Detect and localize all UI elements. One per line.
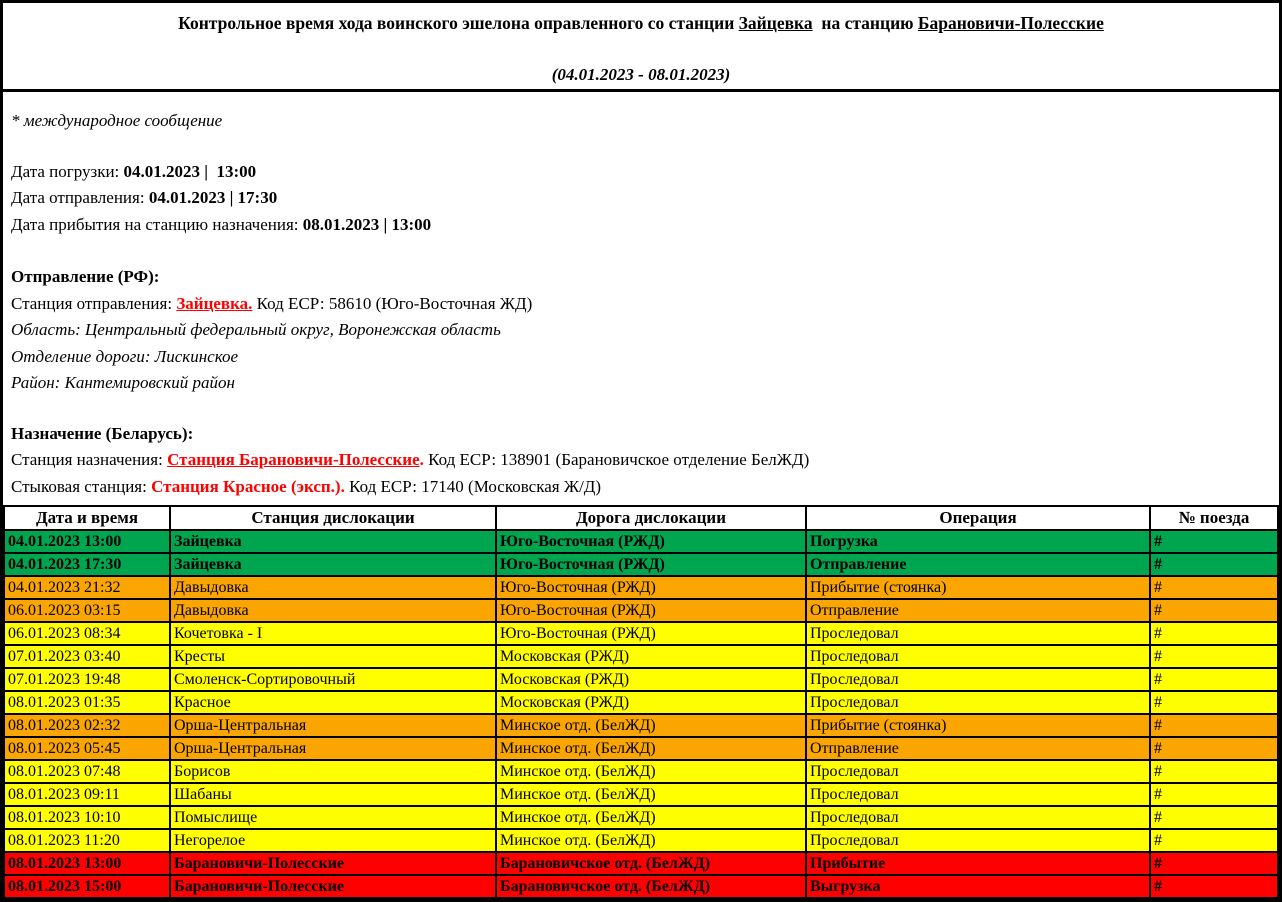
cell-train: #	[1150, 599, 1278, 622]
departure-heading: Отправление (РФ):	[11, 267, 160, 286]
junction-station-code: Код ЕСР: 17140 (Московская Ж/Д)	[344, 476, 602, 496]
cell-operation: Проследовал	[806, 691, 1150, 714]
cell-road: Юго-Восточная (РЖД)	[496, 576, 806, 599]
cell-datetime: 08.01.2023 09:11	[4, 783, 170, 806]
cell-operation: Проследовал	[806, 829, 1150, 852]
cell-road: Минское отд. (БелЖД)	[496, 829, 806, 852]
cell-station: Помыслище	[170, 806, 496, 829]
departure-date-label: Дата отправления:	[11, 188, 149, 207]
cell-datetime: 07.01.2023 19:48	[4, 668, 170, 691]
cell-road: Минское отд. (БелЖД)	[496, 760, 806, 783]
cell-road: Минское отд. (БелЖД)	[496, 714, 806, 737]
title-destination-station: Барановичи-Полесские	[917, 13, 1104, 33]
destination-station-line	[11, 447, 1271, 474]
title-text: Контрольное время хода воинского эшелона оправленного со станции	[178, 13, 739, 33]
cell-train: #	[1150, 852, 1278, 875]
cell-station: Кочетовка - I	[170, 622, 496, 645]
title-text: на станцию	[812, 13, 918, 33]
column-header: Дата и время	[4, 506, 170, 530]
cell-road: Московская (РЖД)	[496, 691, 806, 714]
cell-datetime: 04.01.2023 21:32	[4, 576, 170, 599]
route-table	[3, 505, 1279, 899]
departure-date-value: 04.01.2023 | 17:30	[148, 188, 278, 207]
cell-datetime: 08.01.2023 15:00	[4, 875, 170, 898]
departure-station-label: Станция отправления:	[11, 293, 177, 313]
cell-road: Минское отд. (БелЖД)	[496, 737, 806, 760]
table-body	[4, 530, 1278, 898]
cell-operation: Выгрузка	[806, 875, 1150, 898]
cell-operation: Прибытие (стоянка)	[806, 576, 1150, 599]
destination-station-link[interactable]: Станция Барановичи-Полесские	[167, 450, 420, 469]
table-row	[4, 691, 1278, 714]
departure-district-line: Район: Кантемировский район	[11, 373, 235, 392]
cell-train: #	[1150, 691, 1278, 714]
table-row	[4, 530, 1278, 553]
cell-operation: Отправление	[806, 599, 1150, 622]
cell-station: Борисов	[170, 760, 496, 783]
cell-datetime: 08.01.2023 01:35	[4, 691, 170, 714]
destination-station-code: Код ЕСР: 138901 (Барановичское отделение БелЖД)	[423, 450, 810, 469]
cell-datetime: 08.01.2023 07:48	[4, 760, 170, 783]
cell-station: Орша-Центральная	[170, 714, 496, 737]
document-title	[13, 12, 1269, 34]
cell-train: #	[1150, 622, 1278, 645]
table-row	[4, 668, 1278, 691]
cell-datetime: 04.01.2023 17:30	[4, 553, 170, 576]
table-row	[4, 875, 1278, 898]
cell-operation: Проследовал	[806, 668, 1150, 691]
cell-datetime: 07.01.2023 03:40	[4, 645, 170, 668]
document-date-range: (04.01.2023 - 08.01.2023)	[551, 65, 731, 84]
cell-road: Юго-Восточная (РЖД)	[496, 530, 806, 553]
arrival-date-value: 08.01.2023 | 13:00	[302, 214, 432, 234]
cell-station: Красное	[170, 691, 496, 714]
cell-road: Юго-Восточная (РЖД)	[496, 622, 806, 645]
cell-operation: Проследовал	[806, 760, 1150, 783]
junction-station-line	[11, 474, 1271, 501]
column-header: № поезда	[1150, 506, 1278, 530]
table-row	[4, 622, 1278, 645]
cell-road: Барановичское отд. (БелЖД)	[496, 852, 806, 875]
arrival-date-label: Дата прибытия на станцию назначения:	[11, 214, 303, 234]
cell-train: #	[1150, 829, 1278, 852]
cell-train: #	[1150, 760, 1278, 783]
cell-train: #	[1150, 783, 1278, 806]
title-block	[3, 3, 1279, 92]
junction-station-name: Станция Красное (эксп.).	[151, 476, 345, 496]
cell-train: #	[1150, 737, 1278, 760]
cell-train: #	[1150, 645, 1278, 668]
cell-datetime: 08.01.2023 10:10	[4, 806, 170, 829]
destination-heading: Назначение (Беларусь):	[11, 423, 194, 443]
cell-operation: Погрузка	[806, 530, 1150, 553]
cell-station: Барановичи-Полесские	[170, 875, 496, 898]
loading-date-line	[11, 159, 1271, 186]
cell-operation: Прибытие	[806, 852, 1150, 875]
cell-datetime: 08.01.2023 13:00	[4, 852, 170, 875]
departure-division-line: Отделение дороги: Лискинское	[11, 346, 239, 366]
cell-road: Московская (РЖД)	[496, 668, 806, 691]
destination-section	[11, 421, 1271, 501]
cell-train: #	[1150, 806, 1278, 829]
cell-station: Давыдовка	[170, 599, 496, 622]
cell-train: #	[1150, 530, 1278, 553]
departure-station-code: Код ЕСР: 58610 (Юго-Восточная ЖД)	[252, 293, 533, 313]
body-block	[3, 92, 1279, 505]
international-note: * международное сообщение	[11, 111, 223, 130]
cell-station: Барановичи-Полесские	[170, 852, 496, 875]
cell-station: Кресты	[170, 645, 496, 668]
table-row	[4, 737, 1278, 760]
cell-operation: Проследовал	[806, 645, 1150, 668]
destination-station-period: .	[419, 450, 424, 469]
cell-operation: Проследовал	[806, 622, 1150, 645]
cell-road: Юго-Восточная (РЖД)	[496, 553, 806, 576]
cell-datetime: 08.01.2023 05:45	[4, 737, 170, 760]
cell-road: Минское отд. (БелЖД)	[496, 783, 806, 806]
cell-station: Негорелое	[170, 829, 496, 852]
table-row	[4, 553, 1278, 576]
cell-road: Минское отд. (БелЖД)	[496, 806, 806, 829]
cell-operation: Проследовал	[806, 806, 1150, 829]
cell-operation: Прибытие (стоянка)	[806, 714, 1150, 737]
cell-train: #	[1150, 875, 1278, 898]
cell-train: #	[1150, 553, 1278, 576]
cell-operation: Отправление	[806, 553, 1150, 576]
cell-station: Давыдовка	[170, 576, 496, 599]
departure-date-line	[11, 185, 1271, 212]
departure-station-line	[11, 291, 1271, 318]
column-header: Операция	[806, 506, 1150, 530]
cell-datetime: 08.01.2023 11:20	[4, 829, 170, 852]
cell-train: #	[1150, 576, 1278, 599]
cell-station: Зайцевка	[170, 530, 496, 553]
column-header: Станция дислокации	[170, 506, 496, 530]
departure-region-line: Область: Центральный федеральный округ, Воронежская область	[11, 320, 501, 339]
junction-station-label: Стыковая станция:	[11, 476, 152, 496]
cell-station: Шабаны	[170, 783, 496, 806]
table-row	[4, 852, 1278, 875]
table-row	[4, 760, 1278, 783]
departure-station-link[interactable]: Зайцевка.	[176, 293, 253, 313]
table-row	[4, 783, 1278, 806]
loading-date-label: Дата погрузки:	[11, 161, 124, 181]
schedule-info	[11, 159, 1271, 239]
table-row	[4, 806, 1278, 829]
title-departure-station: Зайцевка	[738, 13, 813, 33]
cell-road: Барановичское отд. (БелЖД)	[496, 875, 806, 898]
cell-operation: Проследовал	[806, 783, 1150, 806]
table-row	[4, 599, 1278, 622]
cell-train: #	[1150, 668, 1278, 691]
cell-datetime: 08.01.2023 02:32	[4, 714, 170, 737]
departure-section	[11, 264, 1271, 397]
cell-station: Смоленск-Сортировочный	[170, 668, 496, 691]
arrival-date-line	[11, 212, 1271, 239]
destination-station-label: Станция назначения:	[11, 450, 168, 469]
table-row	[4, 829, 1278, 852]
cell-datetime: 04.01.2023 13:00	[4, 530, 170, 553]
table-row	[4, 714, 1278, 737]
loading-date-value: 04.01.2023 | 13:00	[123, 161, 257, 181]
table-header-row	[4, 506, 1278, 530]
cell-station: Зайцевка	[170, 553, 496, 576]
cell-datetime: 06.01.2023 03:15	[4, 599, 170, 622]
cell-datetime: 06.01.2023 08:34	[4, 622, 170, 645]
table-row	[4, 576, 1278, 599]
table-row	[4, 645, 1278, 668]
cell-train: #	[1150, 714, 1278, 737]
cell-station: Орша-Центральная	[170, 737, 496, 760]
cell-operation: Отправление	[806, 737, 1150, 760]
cell-road: Юго-Восточная (РЖД)	[496, 599, 806, 622]
column-header: Дорога дислокации	[496, 506, 806, 530]
cell-road: Московская (РЖД)	[496, 645, 806, 668]
